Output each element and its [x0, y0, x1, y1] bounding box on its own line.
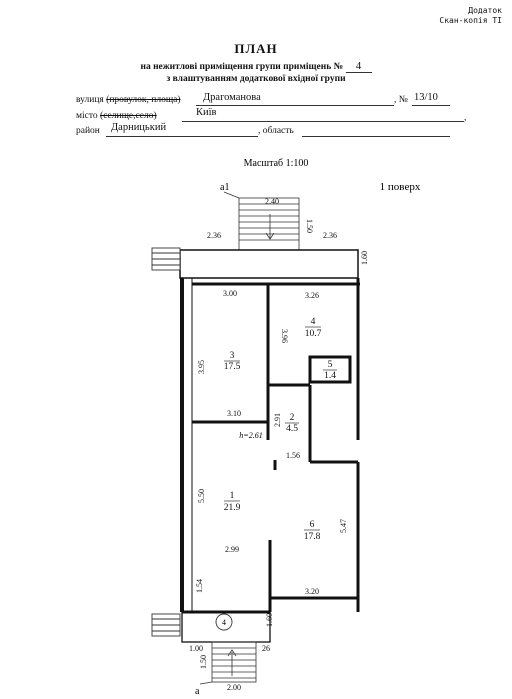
room-number: 3	[229, 351, 235, 361]
dim-label: 3.10	[227, 409, 241, 418]
dim-label: 2.40	[265, 197, 279, 206]
district-label: район	[76, 126, 100, 136]
dim-label: 3.26	[305, 291, 319, 300]
top-entrance-mark: а1	[220, 182, 230, 193]
floor-label: 1 поверх	[379, 181, 421, 193]
group-number: 4	[346, 60, 372, 73]
city-value: Київ	[196, 107, 217, 118]
district-value: Дарницький	[111, 122, 167, 133]
group-circle-label: 4	[222, 618, 226, 627]
room-area: 1.4	[324, 371, 336, 381]
city-label: місто	[76, 111, 98, 121]
room-number: 2	[289, 413, 295, 423]
street-label: вулиця	[76, 95, 104, 105]
dim-label: 3.96	[280, 329, 289, 343]
top-entrance-stairs	[224, 192, 299, 250]
room-number: 5	[327, 360, 333, 370]
ceiling-height: h=2.61	[239, 431, 263, 440]
dim-label: 1.60	[360, 251, 369, 265]
city-comma: ,	[464, 113, 467, 123]
dim-label: 3.00	[223, 289, 237, 298]
dim-label: 5.50	[197, 489, 206, 503]
corner-note-line2: Скан-копія ТІ	[439, 16, 502, 25]
dim-label: 1.60	[265, 613, 274, 627]
dimension-labels	[189, 197, 369, 692]
window-units	[152, 248, 180, 636]
dim-label: 2.99	[225, 545, 239, 554]
room-area: 10.7	[304, 329, 322, 339]
street-value: Драгоманова	[203, 92, 261, 103]
dim-label: 1.54	[195, 579, 204, 593]
document-title: ПЛАН	[234, 41, 278, 56]
corner-note-line1: Додаток	[468, 6, 502, 15]
room-number: 6	[309, 520, 315, 530]
house-no-value: 13/10	[414, 92, 438, 103]
dim-label: 3.95	[197, 360, 206, 374]
bottom-entrance-mark: а	[195, 686, 200, 697]
street-alt-label: (провулок, площа)	[106, 95, 181, 105]
room-number: 1	[229, 491, 235, 501]
dim-label: 1.50	[305, 219, 314, 233]
subtitle-line2: з влаштуванням додаткової вхідної групи	[166, 74, 346, 84]
scale-label: Масштаб 1:100	[243, 158, 309, 169]
dim-label: 2.91	[273, 413, 282, 427]
dim-label: 2.00	[227, 683, 241, 692]
dim-label: 2.36	[323, 231, 337, 240]
room-area: 17.5	[223, 362, 241, 372]
dim-label: 5.47	[339, 519, 348, 533]
dim-label: 26	[262, 644, 270, 653]
room-number: 4	[310, 317, 316, 327]
dim-label: 1.56	[286, 451, 300, 460]
city-alt-label: (селище,село)	[100, 111, 157, 121]
room-area: 21.9	[223, 503, 241, 513]
house-no-label: , №	[394, 95, 408, 105]
bottom-entrance-stairs	[200, 642, 256, 684]
room-labels	[224, 317, 337, 542]
region-label: , область	[258, 126, 294, 136]
room-area: 17.8	[303, 532, 321, 542]
dim-label: 3.20	[305, 587, 319, 596]
dim-label: 1.50	[199, 655, 208, 669]
room-area: 4.5	[286, 424, 298, 434]
dim-label: 2.36	[207, 231, 221, 240]
plan-walls	[180, 250, 360, 642]
dim-label: 1.00	[189, 644, 203, 653]
subtitle-prefix: на нежитлові приміщення групи приміщень №	[140, 62, 344, 72]
